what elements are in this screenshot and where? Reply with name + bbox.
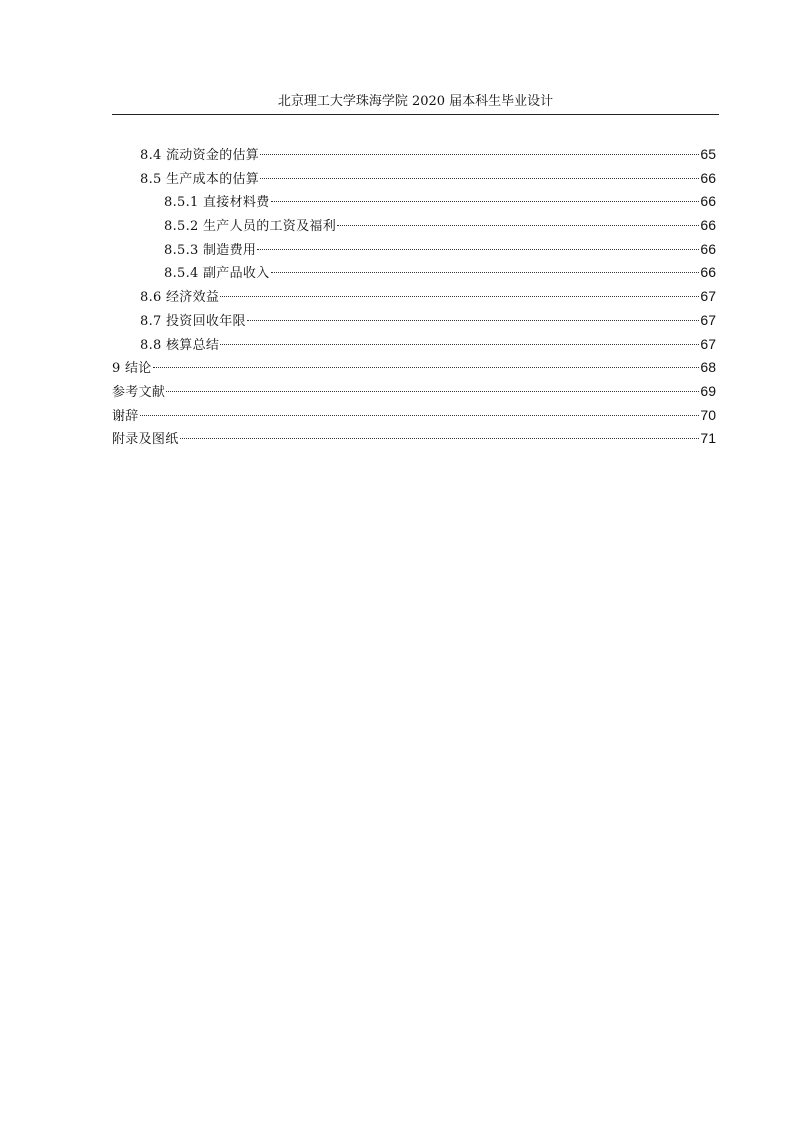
toc-entry[interactable] (112, 167, 716, 191)
toc-entry[interactable] (112, 143, 716, 167)
toc-dot-leader (153, 367, 700, 368)
toc-dot-leader (220, 296, 699, 297)
toc-entry-title: 8.7 投资回收年限 (140, 313, 246, 329)
toc-entry-page: 67 (700, 288, 716, 305)
toc-entry-title: 附录及图纸 (112, 432, 179, 448)
toc-entry-page: 66 (700, 193, 716, 210)
toc-dot-leader (337, 225, 699, 226)
toc-entry-page: 67 (700, 311, 716, 328)
toc-entry[interactable] (112, 380, 716, 404)
toc-entry[interactable] (112, 309, 716, 333)
header-title: 北京理工大学珠海学院 2020 届本科生毕业设计 (277, 94, 554, 109)
toc-entry[interactable] (112, 404, 716, 428)
toc-entry-title: 8.5 生产成本的估算 (140, 171, 260, 187)
toc-entry[interactable] (112, 285, 716, 309)
toc-entry-title: 8.8 核算总结 (140, 337, 220, 353)
toc-entry[interactable] (112, 356, 716, 380)
toc-entry-title: 9 结论 (112, 361, 152, 377)
toc-entry[interactable] (112, 214, 716, 238)
toc-dot-leader (166, 391, 699, 392)
toc-entry-title: 8.5.3 制造费用 (164, 242, 257, 258)
toc-entry[interactable] (112, 238, 716, 262)
toc-entry-title: 8.4 流动资金的估算 (140, 148, 260, 163)
toc-dot-leader (257, 249, 699, 250)
toc-dot-leader (260, 154, 699, 155)
toc-entry-title: 8.6 经济效益 (140, 290, 220, 306)
toc-entry-page: 65 (700, 146, 716, 162)
toc-entry-title: 8.5.1 直接材料费 (164, 195, 270, 211)
toc-dot-leader (140, 415, 700, 416)
toc-entry-title: 谢辞 (112, 408, 139, 424)
toc-entry-title: 8.5.2 生产人员的工资及福利 (164, 219, 337, 235)
page-header (112, 92, 719, 115)
toc-dot-leader (271, 272, 700, 273)
toc-entry-page: 68 (700, 359, 716, 376)
toc-dot-leader (180, 438, 700, 439)
toc-entry[interactable] (112, 333, 716, 357)
toc-entry-page: 66 (700, 240, 716, 257)
toc-dot-leader (271, 201, 700, 202)
toc-entry-page: 66 (700, 264, 716, 281)
toc-entry-page: 70 (700, 406, 716, 423)
toc-entry-page: 67 (700, 335, 716, 352)
toc-entry[interactable] (112, 190, 716, 214)
toc-entry-page: 66 (700, 169, 716, 186)
toc-entry-page: 71 (700, 430, 716, 447)
toc-entry[interactable] (112, 427, 716, 451)
toc-entry[interactable] (112, 261, 716, 285)
table-of-contents (112, 143, 716, 451)
toc-entry-page: 69 (700, 382, 716, 399)
toc-dot-leader (247, 320, 700, 321)
toc-dot-leader (220, 344, 699, 345)
toc-entry-title: 8.5.4 副产品收入 (164, 266, 270, 282)
toc-dot-leader (260, 178, 699, 179)
toc-entry-title: 参考文献 (112, 384, 166, 400)
toc-entry-page: 66 (700, 217, 716, 234)
